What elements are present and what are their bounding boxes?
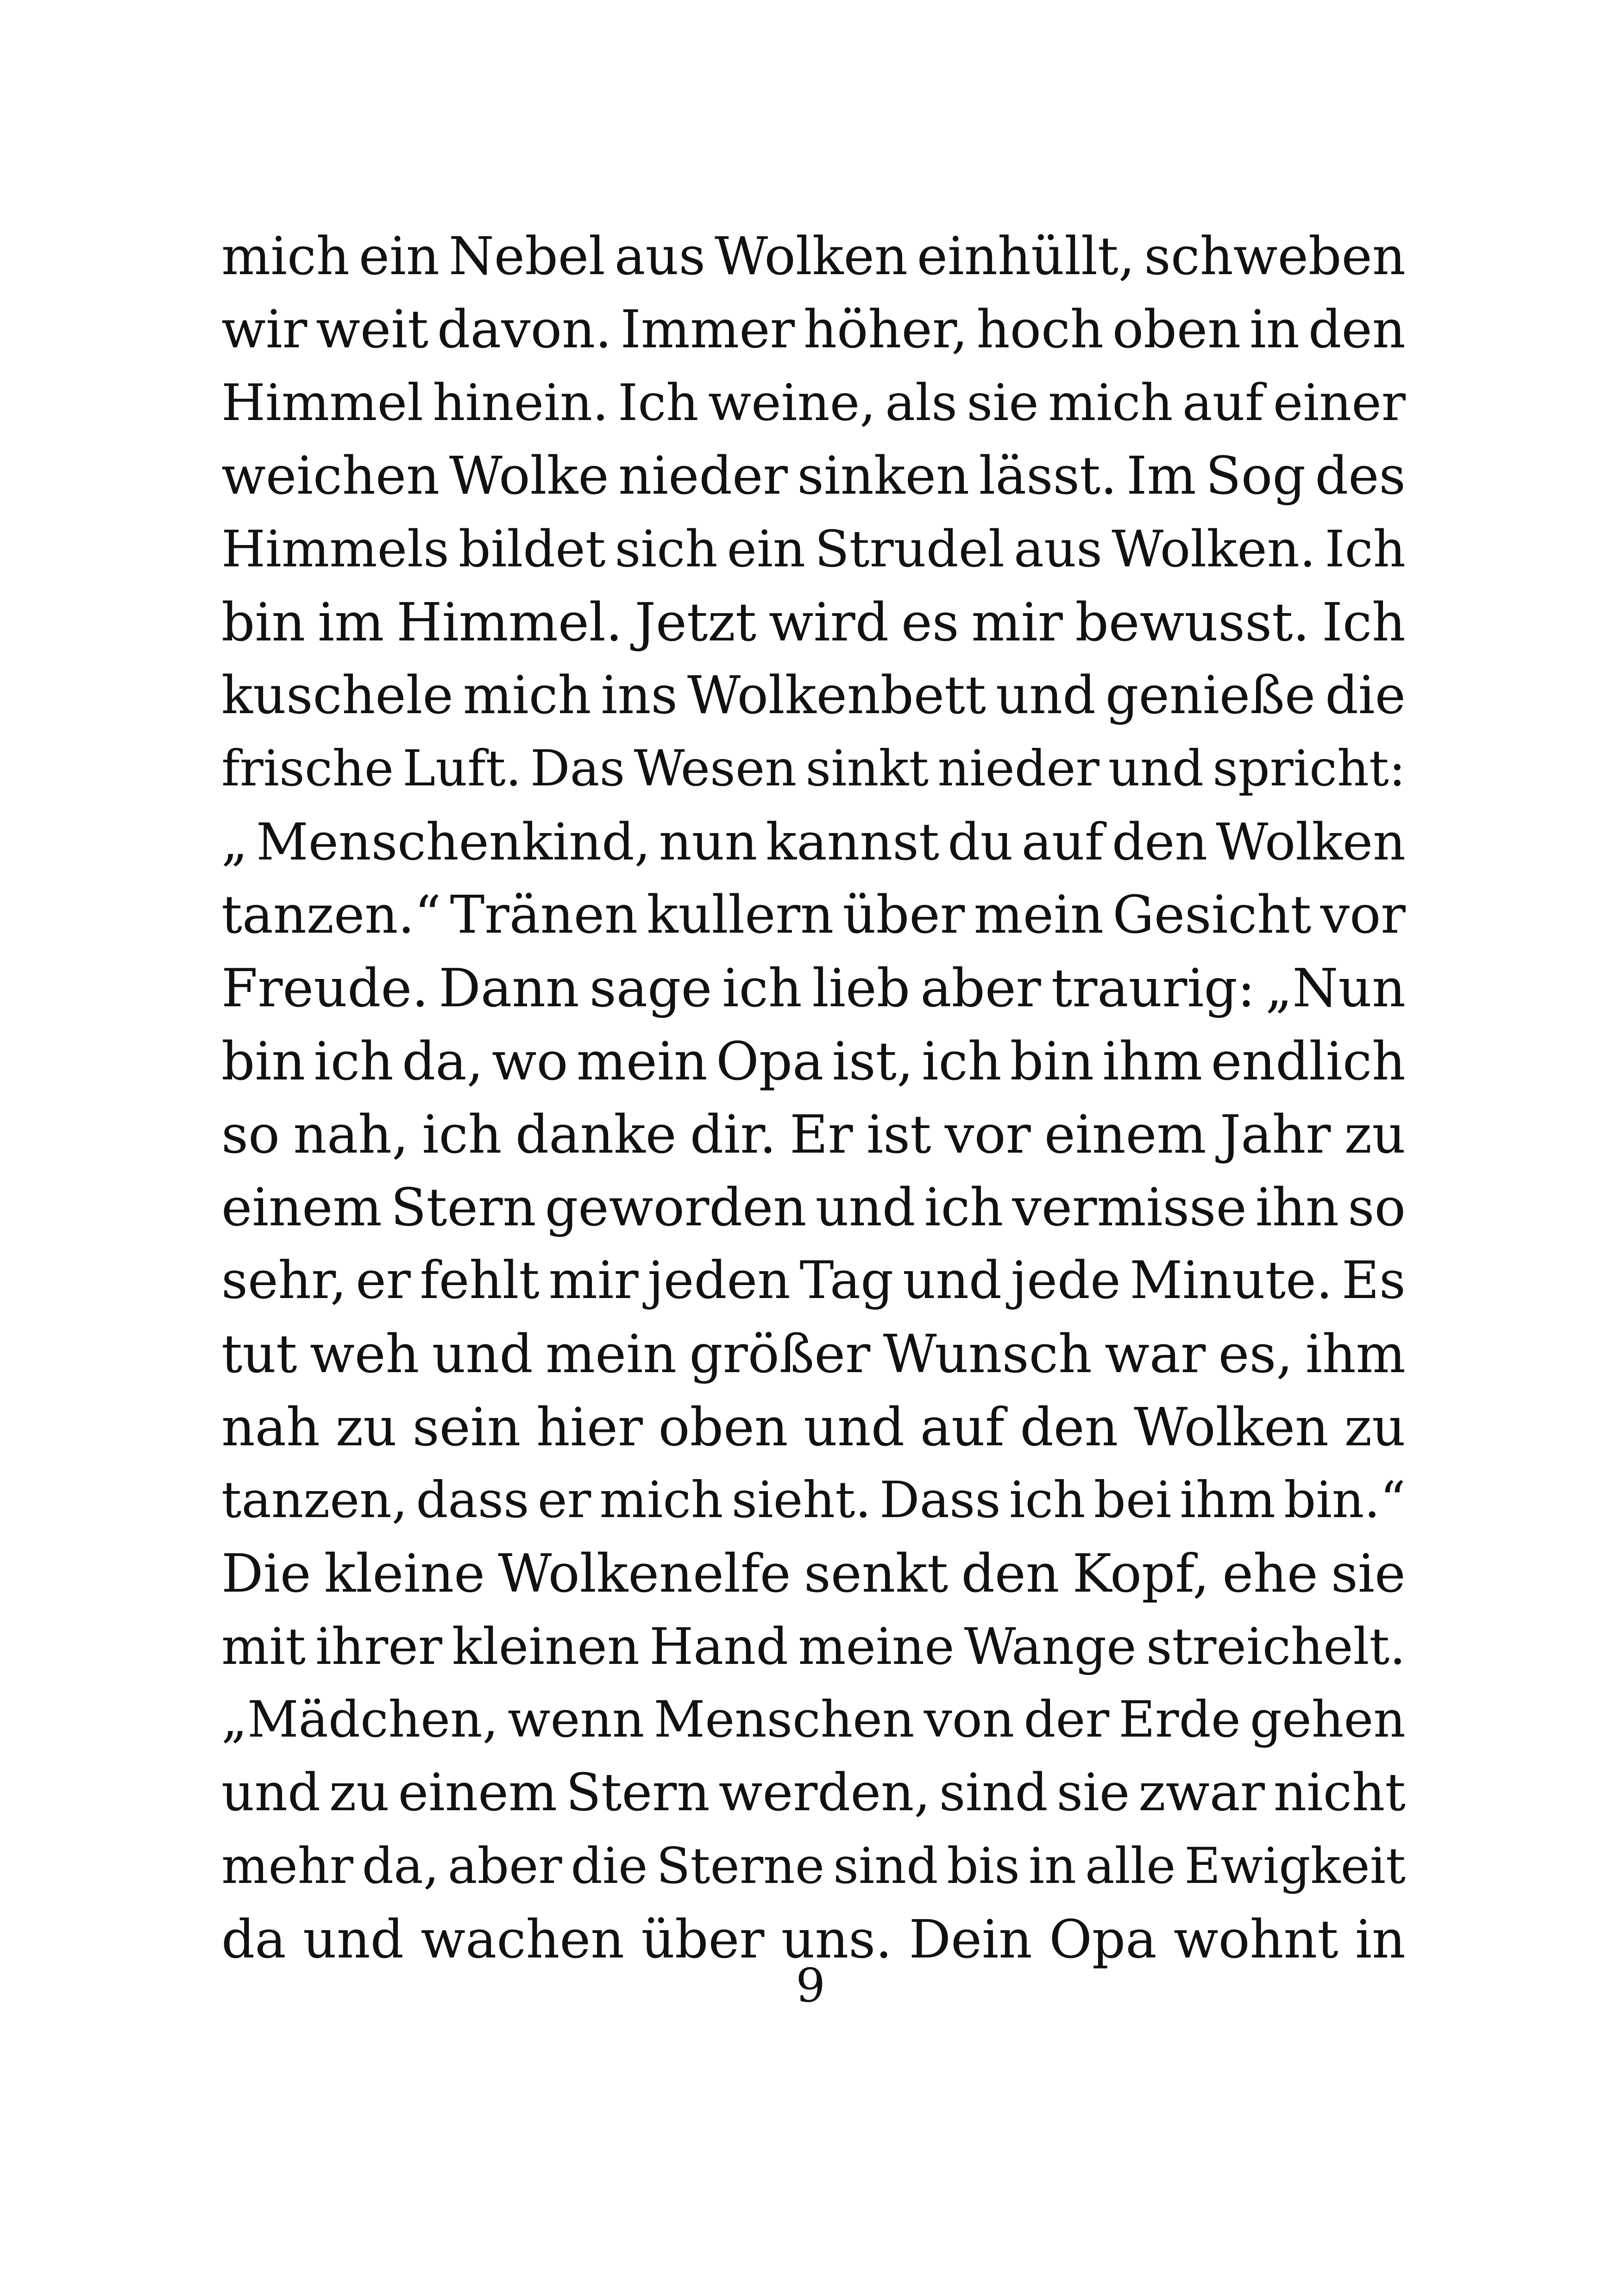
text-line xyxy=(221,1317,1406,1391)
text-word: uns. xyxy=(781,1909,892,1970)
text-line xyxy=(221,952,1406,1025)
text-word: Ewigkeit xyxy=(1184,1838,1406,1895)
text-word: Sog xyxy=(1206,446,1306,506)
text-word: nah xyxy=(221,1397,320,1458)
text-word: oben xyxy=(658,1397,788,1458)
text-word: genieße xyxy=(1105,665,1316,726)
text-line xyxy=(221,1464,1406,1537)
text-word: oben xyxy=(1112,300,1241,360)
text-line xyxy=(221,732,1406,805)
text-word: davon. xyxy=(437,300,612,360)
text-word: Kopf, xyxy=(1072,1543,1210,1604)
text-word: sehr, xyxy=(221,1251,347,1311)
text-word: ihrer xyxy=(315,1617,442,1676)
text-line xyxy=(221,1683,1406,1757)
text-word: zwar xyxy=(1138,1763,1265,1823)
text-word: gehen xyxy=(1250,1691,1406,1749)
text-word: geworden xyxy=(545,1178,807,1238)
text-word: hoch xyxy=(976,300,1104,360)
text-word: „Nun xyxy=(1265,958,1406,1019)
text-word: ein xyxy=(358,226,440,287)
text-word: schweben xyxy=(1144,226,1406,287)
text-word: Sterne xyxy=(656,1838,825,1895)
text-word: bin xyxy=(221,1031,306,1092)
text-word: ihn xyxy=(1255,1178,1339,1238)
text-word: wenn xyxy=(508,1691,645,1749)
text-word: Erde xyxy=(1118,1691,1241,1749)
text-word: Stern xyxy=(565,1763,710,1823)
text-word: bin xyxy=(1010,1031,1094,1092)
text-word: bin.“ xyxy=(1284,1471,1406,1529)
text-word: ich xyxy=(422,1104,502,1165)
text-word: sich xyxy=(615,520,718,578)
text-word: ich xyxy=(314,1031,394,1092)
text-word: sinkt xyxy=(805,740,929,797)
text-word: er xyxy=(356,1251,411,1311)
text-word: ich xyxy=(922,1031,1002,1092)
text-line xyxy=(221,1391,1406,1464)
text-word: „ xyxy=(221,812,248,872)
text-word: Im xyxy=(1126,446,1196,506)
text-word: zu xyxy=(1344,1104,1406,1165)
text-word: streichelt. xyxy=(1146,1617,1406,1676)
text-word: wohnt xyxy=(1173,1909,1338,1970)
text-word: spricht: xyxy=(1213,740,1406,797)
text-word: nieder xyxy=(937,740,1100,797)
text-word: und xyxy=(303,1909,404,1970)
text-word: bei xyxy=(1093,1471,1172,1529)
text-word: es, xyxy=(1218,1324,1293,1385)
text-line xyxy=(221,1171,1406,1244)
text-word: Dein xyxy=(909,1909,1032,1970)
text-word: hier xyxy=(536,1397,643,1458)
text-line xyxy=(221,1025,1406,1098)
text-word: Dass xyxy=(880,1471,1001,1529)
text-word: und xyxy=(804,1397,905,1458)
text-word: ihm xyxy=(1180,1471,1276,1529)
text-word: den xyxy=(1308,300,1406,360)
text-word: ihm xyxy=(1102,1031,1203,1092)
text-word: und xyxy=(432,1324,533,1385)
text-word: wachen xyxy=(421,1909,625,1970)
text-word: Wesen xyxy=(634,740,797,797)
text-word: auf xyxy=(1021,812,1104,872)
text-word: sinken xyxy=(797,446,970,506)
text-word: dir. xyxy=(690,1104,776,1165)
text-word: so xyxy=(1348,1178,1406,1238)
text-word: weichen xyxy=(221,446,440,506)
text-line xyxy=(221,220,1406,293)
text-word: über xyxy=(641,1909,765,1970)
text-word: zu xyxy=(329,1763,390,1823)
text-word: Menschen xyxy=(653,1691,915,1749)
text-word: als xyxy=(885,373,958,432)
text-word: weh xyxy=(310,1324,420,1385)
body-text xyxy=(221,220,1406,1976)
text-word: bin xyxy=(221,592,306,653)
text-word: ich xyxy=(1009,1471,1086,1529)
text-word: da xyxy=(221,1909,286,1970)
text-word: den xyxy=(1112,812,1208,872)
text-word: war xyxy=(1105,1324,1206,1385)
text-word: Wange xyxy=(964,1617,1137,1676)
text-line xyxy=(221,366,1406,439)
text-word: Strudel xyxy=(815,520,1005,578)
text-line xyxy=(221,805,1406,878)
text-line xyxy=(221,1610,1406,1683)
text-word: tanzen.“ xyxy=(221,885,441,945)
text-word: Stern xyxy=(390,1178,536,1238)
text-word: kannst xyxy=(766,812,940,872)
text-word: ist xyxy=(866,1104,931,1165)
text-word: nah, xyxy=(293,1104,409,1165)
text-word: und xyxy=(221,1763,321,1823)
text-line xyxy=(221,878,1406,952)
text-word: einem xyxy=(221,1178,382,1238)
text-word: lieb xyxy=(812,958,911,1019)
text-word: über xyxy=(842,885,965,945)
text-line xyxy=(221,1757,1406,1830)
text-word: einer xyxy=(1273,373,1406,432)
text-word: senkt xyxy=(804,1543,949,1604)
text-word: Das xyxy=(530,740,625,797)
text-word: werden, xyxy=(718,1763,930,1823)
text-word: aber xyxy=(920,958,1041,1019)
text-word: du xyxy=(948,812,1013,872)
text-word: aus xyxy=(614,226,706,287)
text-word: Opa xyxy=(1049,1909,1157,1970)
text-word: die xyxy=(1325,665,1406,726)
text-line xyxy=(221,1244,1406,1317)
text-word: alle xyxy=(1085,1838,1176,1895)
text-word: mich xyxy=(221,226,350,287)
text-word: sind xyxy=(833,1838,938,1895)
text-word: Dann xyxy=(439,958,579,1019)
text-word: hinein. xyxy=(433,373,609,432)
text-word: frische xyxy=(221,740,394,797)
text-word: kleinen xyxy=(452,1617,640,1676)
text-line xyxy=(221,586,1406,659)
text-word: sage xyxy=(589,958,712,1019)
text-word: Wunsch xyxy=(883,1324,1092,1385)
text-word: Es xyxy=(1341,1251,1406,1311)
text-word: jeden xyxy=(647,1251,791,1311)
text-line xyxy=(221,1537,1406,1610)
text-word: einem xyxy=(398,1763,558,1823)
text-line xyxy=(221,1098,1406,1171)
text-word: traurig: xyxy=(1051,958,1255,1019)
text-word: „Mädchen, xyxy=(221,1691,498,1749)
text-word: da, xyxy=(362,1838,439,1895)
text-word: Wolken xyxy=(714,226,908,287)
text-word: zu xyxy=(1344,1397,1406,1458)
text-word: weine, xyxy=(708,373,876,432)
text-word: Jetzt xyxy=(635,592,757,653)
text-word: einem xyxy=(1044,1104,1206,1165)
text-word: vor xyxy=(944,1104,1031,1165)
text-word: Hand xyxy=(649,1617,789,1676)
text-word: Wolkenelfe xyxy=(498,1543,791,1604)
text-word: Immer xyxy=(620,300,795,360)
text-word: sie xyxy=(967,373,1039,432)
text-word: fehlt xyxy=(420,1251,540,1311)
text-word: mich xyxy=(599,1471,723,1529)
text-word: vor xyxy=(1320,885,1406,945)
text-word: tut xyxy=(221,1324,297,1385)
text-word: er xyxy=(537,1471,591,1529)
text-line xyxy=(221,513,1406,586)
text-word: wird xyxy=(768,592,889,653)
text-word: mein xyxy=(546,1324,677,1385)
text-word: Menschenkind, xyxy=(256,812,651,872)
text-word: höher, xyxy=(803,300,968,360)
text-word: jede xyxy=(1011,1251,1121,1311)
text-word: Ich xyxy=(618,373,699,432)
text-word: mein xyxy=(576,1031,708,1092)
text-line xyxy=(221,293,1406,366)
text-word: wo xyxy=(491,1031,568,1092)
text-word: kullern xyxy=(647,885,834,945)
text-word: in xyxy=(1250,300,1300,360)
text-word: den xyxy=(961,1543,1060,1604)
text-word: zu xyxy=(335,1397,397,1458)
text-word: ich xyxy=(924,1178,1004,1238)
text-word: den xyxy=(1020,1397,1118,1458)
text-word: einhüllt, xyxy=(917,226,1135,287)
text-word: Luft. xyxy=(402,740,521,797)
text-word: Die xyxy=(221,1543,311,1604)
text-word: wir xyxy=(221,300,308,360)
text-word: ist, xyxy=(832,1031,914,1092)
text-word: Nebel xyxy=(448,226,605,287)
text-word: Tränen xyxy=(450,885,638,945)
text-word: und xyxy=(995,665,1096,726)
text-word: Opa xyxy=(716,1031,824,1092)
text-word: mich xyxy=(1048,373,1173,432)
text-word: aus xyxy=(1014,520,1103,578)
text-line xyxy=(221,439,1406,513)
text-word: Freude. xyxy=(221,958,429,1019)
text-word: Wolken xyxy=(1134,1397,1329,1458)
text-word: Ich xyxy=(1322,592,1406,653)
text-word: sieht. xyxy=(731,1471,871,1529)
text-word: meine xyxy=(798,1617,955,1676)
text-word: nicht xyxy=(1273,1763,1406,1823)
text-word: der xyxy=(1024,1691,1110,1749)
text-word: Wolken xyxy=(1216,812,1406,872)
text-word: tanzen, xyxy=(221,1471,408,1529)
text-word: bewusst. xyxy=(1075,592,1310,653)
text-word: Wolken. xyxy=(1112,520,1316,578)
text-word: mein xyxy=(974,885,1104,945)
text-word: Gesicht xyxy=(1112,885,1312,945)
text-word: dass xyxy=(416,1471,529,1529)
text-word: auf xyxy=(1182,373,1264,432)
text-word: Tag xyxy=(799,1251,894,1311)
text-word: nieder xyxy=(618,446,788,506)
text-word: und xyxy=(902,1251,1002,1311)
text-word: und xyxy=(1108,740,1204,797)
text-word: aber xyxy=(447,1838,562,1895)
text-word: mich xyxy=(463,665,591,726)
text-word: in xyxy=(1028,1838,1077,1895)
text-word: vermisse xyxy=(1012,1178,1247,1238)
text-word: weit xyxy=(316,300,429,360)
text-word: von xyxy=(924,1691,1015,1749)
text-word: sein xyxy=(412,1397,521,1458)
page-number: 9 xyxy=(796,1958,825,2013)
text-word: lässt. xyxy=(979,446,1117,506)
text-word: Wolke xyxy=(449,446,609,506)
text-word: Himmel xyxy=(221,373,423,432)
text-word: bis xyxy=(947,1838,1020,1895)
text-word: Minute. xyxy=(1130,1251,1333,1311)
text-word: Jahr xyxy=(1219,1104,1331,1165)
text-word: die xyxy=(571,1838,648,1895)
text-word: ich xyxy=(722,958,802,1019)
text-word: bildet xyxy=(458,520,606,578)
text-word: es xyxy=(901,592,959,653)
text-word: sind xyxy=(939,1763,1048,1823)
text-word: Himmel. xyxy=(396,592,622,653)
text-word: im xyxy=(317,592,384,653)
text-word: mir xyxy=(548,1251,639,1311)
text-word: des xyxy=(1315,446,1406,506)
text-word: danke xyxy=(515,1104,677,1165)
text-word: Wolkenbett xyxy=(687,665,986,726)
text-word: da, xyxy=(402,1031,484,1092)
text-word: in xyxy=(1355,1909,1406,1970)
text-line xyxy=(221,659,1406,732)
text-word: Himmels xyxy=(221,520,449,578)
text-word: Er xyxy=(790,1104,853,1165)
text-word: ihm xyxy=(1305,1324,1406,1385)
text-word: kuschele xyxy=(221,665,453,726)
text-word: endlich xyxy=(1211,1031,1406,1092)
text-word: so xyxy=(221,1104,280,1165)
text-word: größer xyxy=(689,1324,871,1385)
text-word: und xyxy=(815,1178,916,1238)
text-word: sie xyxy=(1056,1763,1130,1823)
text-word: mir xyxy=(971,592,1063,653)
text-word: mehr xyxy=(221,1838,353,1895)
text-word: auf xyxy=(920,1397,1005,1458)
text-line xyxy=(221,1830,1406,1903)
text-word: mit xyxy=(221,1617,306,1676)
text-word: Ich xyxy=(1325,520,1406,578)
text-word: kleine xyxy=(324,1543,485,1604)
text-word: nun xyxy=(659,812,758,872)
text-word: ein xyxy=(727,520,806,578)
text-word: ehe xyxy=(1222,1543,1318,1604)
text-word: ins xyxy=(601,665,678,726)
text-word: sie xyxy=(1331,1543,1406,1604)
